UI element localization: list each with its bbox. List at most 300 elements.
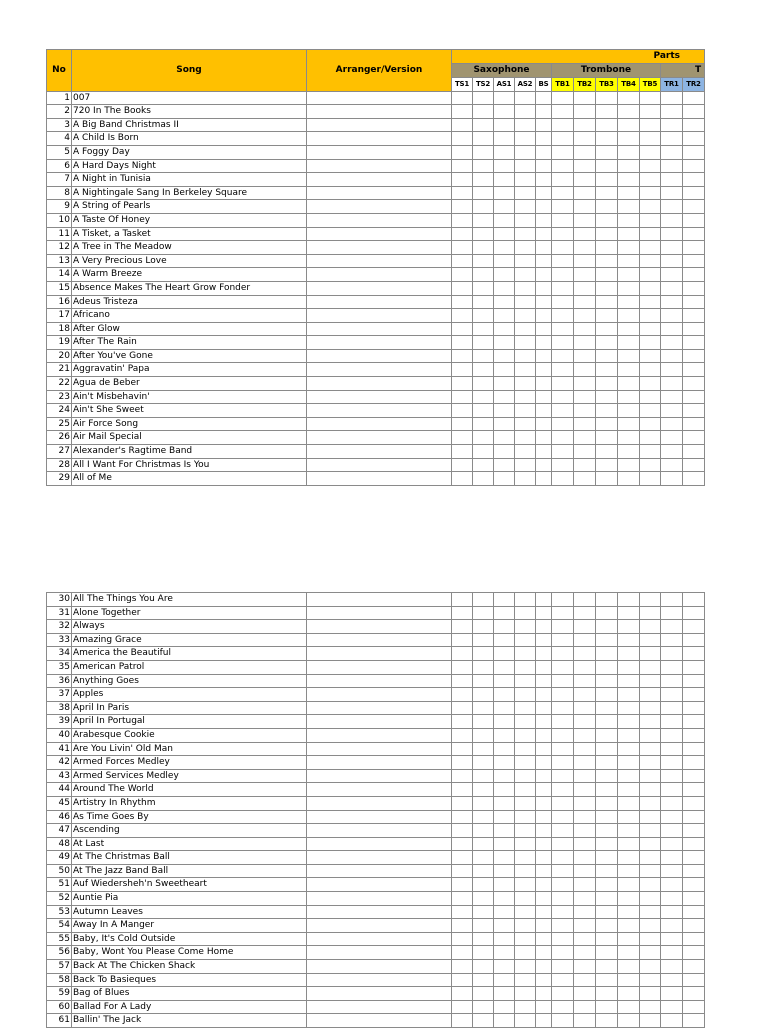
row-number-cell[interactable]: 22: [47, 377, 72, 391]
part-cell-ts2[interactable]: [473, 905, 494, 919]
part-cell-tb4[interactable]: [618, 159, 640, 173]
part-cell-tr1[interactable]: [661, 905, 683, 919]
arranger-cell[interactable]: [307, 633, 452, 647]
part-cell-tb1[interactable]: [552, 281, 574, 295]
part-cell-ts2[interactable]: [473, 864, 494, 878]
song-title-cell[interactable]: A Very Precious Love: [72, 254, 307, 268]
part-cell-as1[interactable]: [494, 824, 515, 838]
part-cell-ts1[interactable]: [452, 322, 473, 336]
row-number-cell[interactable]: 38: [47, 701, 72, 715]
part-cell-as1[interactable]: [494, 851, 515, 865]
song-title-cell[interactable]: Artistry In Rhythm: [72, 796, 307, 810]
part-cell-ts1[interactable]: [452, 377, 473, 391]
part-cell-tb4[interactable]: [618, 200, 640, 214]
part-cell-tr1[interactable]: [661, 254, 683, 268]
part-cell-tb5[interactable]: [640, 363, 661, 377]
part-cell-ts2[interactable]: [473, 932, 494, 946]
part-cell-tb3[interactable]: [596, 241, 618, 255]
part-cell-bs[interactable]: [536, 620, 552, 634]
part-cell-as2[interactable]: [515, 417, 536, 431]
part-cell-ts2[interactable]: [473, 647, 494, 661]
part-cell-ts2[interactable]: [473, 633, 494, 647]
row-number-cell[interactable]: 15: [47, 281, 72, 295]
part-cell-as1[interactable]: [494, 742, 515, 756]
table-row[interactable]: [47, 336, 705, 350]
part-cell-ts1[interactable]: [452, 472, 473, 486]
part-cell-bs[interactable]: [536, 404, 552, 418]
group-header-saxophone[interactable]: Saxophone: [452, 63, 552, 77]
part-cell-as1[interactable]: [494, 186, 515, 200]
part-cell-as2[interactable]: [515, 796, 536, 810]
part-cell-tb4[interactable]: [618, 431, 640, 445]
table-row[interactable]: [47, 309, 705, 323]
part-cell-as1[interactable]: [494, 620, 515, 634]
song-title-cell[interactable]: A Nightingale Sang In Berkeley Square: [72, 186, 307, 200]
part-cell-tr1[interactable]: [661, 606, 683, 620]
table-row[interactable]: [47, 783, 705, 797]
song-title-cell[interactable]: Air Force Song: [72, 417, 307, 431]
table-row[interactable]: [47, 295, 705, 309]
table-row[interactable]: [47, 1000, 705, 1014]
arranger-cell[interactable]: [307, 213, 452, 227]
song-title-cell[interactable]: At Last: [72, 837, 307, 851]
arranger-cell[interactable]: [307, 322, 452, 336]
part-cell-ts2[interactable]: [473, 322, 494, 336]
part-cell-ts2[interactable]: [473, 946, 494, 960]
part-cell-ts2[interactable]: [473, 349, 494, 363]
part-cell-tb5[interactable]: [640, 200, 661, 214]
part-cell-tb5[interactable]: [640, 701, 661, 715]
part-cell-tr1[interactable]: [661, 660, 683, 674]
part-cell-tb5[interactable]: [640, 864, 661, 878]
part-cell-bs[interactable]: [536, 458, 552, 472]
part-cell-as1[interactable]: [494, 241, 515, 255]
row-number-cell[interactable]: 21: [47, 363, 72, 377]
row-number-cell[interactable]: 7: [47, 173, 72, 187]
arranger-cell[interactable]: [307, 458, 452, 472]
row-number-cell[interactable]: 1: [47, 91, 72, 105]
table-row[interactable]: [47, 186, 705, 200]
part-cell-tb3[interactable]: [596, 851, 618, 865]
part-cell-tb1[interactable]: [552, 91, 574, 105]
part-cell-tb1[interactable]: [552, 132, 574, 146]
column-header-no[interactable]: No: [47, 50, 72, 92]
part-cell-tb2[interactable]: [574, 715, 596, 729]
part-cell-as1[interactable]: [494, 390, 515, 404]
part-cell-tb2[interactable]: [574, 472, 596, 486]
part-cell-tb3[interactable]: [596, 458, 618, 472]
part-cell-tb3[interactable]: [596, 417, 618, 431]
part-cell-as2[interactable]: [515, 390, 536, 404]
arranger-cell[interactable]: [307, 91, 452, 105]
part-cell-tb4[interactable]: [618, 878, 640, 892]
part-cell-ts2[interactable]: [473, 417, 494, 431]
part-cell-tb5[interactable]: [640, 674, 661, 688]
part-cell-tr2[interactable]: [683, 159, 705, 173]
part-header-as1[interactable]: AS1: [494, 77, 515, 91]
part-cell-tb5[interactable]: [640, 715, 661, 729]
part-cell-tb2[interactable]: [574, 227, 596, 241]
arranger-cell[interactable]: [307, 824, 452, 838]
part-cell-tr2[interactable]: [683, 445, 705, 459]
part-cell-bs[interactable]: [536, 472, 552, 486]
part-cell-ts1[interactable]: [452, 688, 473, 702]
part-cell-bs[interactable]: [536, 186, 552, 200]
part-cell-tb3[interactable]: [596, 728, 618, 742]
part-cell-tb4[interactable]: [618, 472, 640, 486]
part-cell-ts2[interactable]: [473, 118, 494, 132]
row-number-cell[interactable]: 45: [47, 796, 72, 810]
part-cell-ts1[interactable]: [452, 336, 473, 350]
part-cell-tb1[interactable]: [552, 349, 574, 363]
part-cell-bs[interactable]: [536, 892, 552, 906]
part-cell-tr1[interactable]: [661, 390, 683, 404]
part-cell-ts1[interactable]: [452, 728, 473, 742]
part-cell-tr1[interactable]: [661, 213, 683, 227]
part-cell-tb1[interactable]: [552, 756, 574, 770]
part-cell-tb5[interactable]: [640, 445, 661, 459]
part-cell-bs[interactable]: [536, 295, 552, 309]
part-cell-tb5[interactable]: [640, 295, 661, 309]
part-cell-ts1[interactable]: [452, 390, 473, 404]
part-cell-tb5[interactable]: [640, 349, 661, 363]
table-row[interactable]: [47, 946, 705, 960]
part-cell-tb3[interactable]: [596, 946, 618, 960]
part-cell-tb2[interactable]: [574, 1000, 596, 1014]
part-cell-ts1[interactable]: [452, 946, 473, 960]
part-cell-tb5[interactable]: [640, 322, 661, 336]
part-cell-ts2[interactable]: [473, 851, 494, 865]
arranger-cell[interactable]: [307, 783, 452, 797]
part-cell-tb2[interactable]: [574, 742, 596, 756]
part-cell-tb2[interactable]: [574, 295, 596, 309]
part-cell-tb3[interactable]: [596, 1014, 618, 1028]
part-cell-ts1[interactable]: [452, 620, 473, 634]
arranger-cell[interactable]: [307, 390, 452, 404]
part-cell-bs[interactable]: [536, 905, 552, 919]
part-cell-tr1[interactable]: [661, 336, 683, 350]
part-cell-as2[interactable]: [515, 227, 536, 241]
arranger-cell[interactable]: [307, 377, 452, 391]
part-cell-tr2[interactable]: [683, 281, 705, 295]
part-header-ts2[interactable]: TS2: [473, 77, 494, 91]
part-cell-as1[interactable]: [494, 919, 515, 933]
part-cell-ts1[interactable]: [452, 606, 473, 620]
part-cell-tr1[interactable]: [661, 472, 683, 486]
row-number-cell[interactable]: 56: [47, 946, 72, 960]
part-cell-tb1[interactable]: [552, 295, 574, 309]
part-cell-ts1[interactable]: [452, 932, 473, 946]
row-number-cell[interactable]: 12: [47, 241, 72, 255]
part-cell-ts1[interactable]: [452, 919, 473, 933]
song-title-cell[interactable]: Air Mail Special: [72, 431, 307, 445]
row-number-cell[interactable]: 36: [47, 674, 72, 688]
part-cell-bs[interactable]: [536, 960, 552, 974]
part-cell-bs[interactable]: [536, 417, 552, 431]
song-title-cell[interactable]: At The Christmas Ball: [72, 851, 307, 865]
part-cell-tb3[interactable]: [596, 960, 618, 974]
part-cell-bs[interactable]: [536, 919, 552, 933]
part-cell-tr2[interactable]: [683, 715, 705, 729]
part-cell-ts2[interactable]: [473, 132, 494, 146]
part-cell-ts2[interactable]: [473, 919, 494, 933]
song-title-cell[interactable]: As Time Goes By: [72, 810, 307, 824]
song-title-cell[interactable]: Are You Livin' Old Man: [72, 742, 307, 756]
part-cell-tb5[interactable]: [640, 647, 661, 661]
part-cell-ts2[interactable]: [473, 810, 494, 824]
part-cell-tr2[interactable]: [683, 783, 705, 797]
part-cell-tb5[interactable]: [640, 336, 661, 350]
table-row[interactable]: [47, 268, 705, 282]
part-cell-ts1[interactable]: [452, 363, 473, 377]
part-cell-tb1[interactable]: [552, 145, 574, 159]
part-cell-tb3[interactable]: [596, 91, 618, 105]
row-number-cell[interactable]: 4: [47, 132, 72, 146]
part-cell-tr2[interactable]: [683, 417, 705, 431]
part-cell-ts1[interactable]: [452, 91, 473, 105]
part-cell-bs[interactable]: [536, 946, 552, 960]
part-cell-tb3[interactable]: [596, 404, 618, 418]
part-cell-tb1[interactable]: [552, 200, 574, 214]
part-cell-tr2[interactable]: [683, 458, 705, 472]
part-cell-tb3[interactable]: [596, 973, 618, 987]
part-cell-tb5[interactable]: [640, 132, 661, 146]
part-cell-tb5[interactable]: [640, 227, 661, 241]
column-header-song[interactable]: Song: [72, 50, 307, 92]
part-cell-tb2[interactable]: [574, 756, 596, 770]
row-number-cell[interactable]: 30: [47, 593, 72, 607]
part-cell-bs[interactable]: [536, 660, 552, 674]
song-title-cell[interactable]: Ballin' The Jack: [72, 1014, 307, 1028]
part-cell-tr1[interactable]: [661, 1014, 683, 1028]
part-cell-tb4[interactable]: [618, 783, 640, 797]
part-cell-tr1[interactable]: [661, 445, 683, 459]
part-cell-ts1[interactable]: [452, 241, 473, 255]
part-cell-bs[interactable]: [536, 213, 552, 227]
part-cell-ts2[interactable]: [473, 105, 494, 119]
part-header-tr1[interactable]: TR1: [661, 77, 683, 91]
part-cell-tb2[interactable]: [574, 660, 596, 674]
part-cell-as1[interactable]: [494, 728, 515, 742]
part-cell-tb5[interactable]: [640, 756, 661, 770]
part-cell-as1[interactable]: [494, 837, 515, 851]
part-cell-tb5[interactable]: [640, 620, 661, 634]
part-cell-bs[interactable]: [536, 647, 552, 661]
part-cell-tb2[interactable]: [574, 254, 596, 268]
row-number-cell[interactable]: 43: [47, 769, 72, 783]
part-cell-tb3[interactable]: [596, 796, 618, 810]
part-cell-tb4[interactable]: [618, 309, 640, 323]
part-cell-tr1[interactable]: [661, 715, 683, 729]
song-title-cell[interactable]: April In Paris: [72, 701, 307, 715]
part-cell-tr2[interactable]: [683, 593, 705, 607]
part-cell-tb2[interactable]: [574, 837, 596, 851]
part-cell-tb1[interactable]: [552, 878, 574, 892]
row-number-cell[interactable]: 60: [47, 1000, 72, 1014]
part-cell-ts1[interactable]: [452, 742, 473, 756]
song-title-cell[interactable]: All The Things You Are: [72, 593, 307, 607]
arranger-cell[interactable]: [307, 892, 452, 906]
arranger-cell[interactable]: [307, 701, 452, 715]
part-cell-tb5[interactable]: [640, 118, 661, 132]
part-cell-tb2[interactable]: [574, 404, 596, 418]
part-cell-tb1[interactable]: [552, 973, 574, 987]
table-row[interactable]: [47, 742, 705, 756]
part-cell-tr1[interactable]: [661, 1000, 683, 1014]
part-header-bs[interactable]: BS: [536, 77, 552, 91]
row-number-cell[interactable]: 44: [47, 783, 72, 797]
part-cell-tr1[interactable]: [661, 105, 683, 119]
part-cell-tr1[interactable]: [661, 186, 683, 200]
part-cell-as1[interactable]: [494, 593, 515, 607]
part-cell-as2[interactable]: [515, 363, 536, 377]
arranger-cell[interactable]: [307, 309, 452, 323]
part-header-tb5[interactable]: TB5: [640, 77, 661, 91]
part-cell-tr1[interactable]: [661, 363, 683, 377]
part-cell-as2[interactable]: [515, 322, 536, 336]
row-number-cell[interactable]: 27: [47, 445, 72, 459]
part-cell-tr1[interactable]: [661, 417, 683, 431]
arranger-cell[interactable]: [307, 1000, 452, 1014]
part-cell-as2[interactable]: [515, 973, 536, 987]
part-cell-tr1[interactable]: [661, 322, 683, 336]
part-cell-as2[interactable]: [515, 295, 536, 309]
song-title-cell[interactable]: Auntie Pia: [72, 892, 307, 906]
part-cell-as1[interactable]: [494, 91, 515, 105]
arranger-cell[interactable]: [307, 674, 452, 688]
part-cell-tb4[interactable]: [618, 919, 640, 933]
part-cell-ts2[interactable]: [473, 268, 494, 282]
part-cell-bs[interactable]: [536, 281, 552, 295]
row-number-cell[interactable]: 20: [47, 349, 72, 363]
part-cell-tr1[interactable]: [661, 742, 683, 756]
part-cell-as2[interactable]: [515, 404, 536, 418]
part-cell-as2[interactable]: [515, 960, 536, 974]
part-cell-ts2[interactable]: [473, 742, 494, 756]
arranger-cell[interactable]: [307, 715, 452, 729]
part-cell-bs[interactable]: [536, 363, 552, 377]
row-number-cell[interactable]: 25: [47, 417, 72, 431]
arranger-cell[interactable]: [307, 593, 452, 607]
part-cell-as2[interactable]: [515, 145, 536, 159]
part-cell-tb5[interactable]: [640, 688, 661, 702]
part-cell-tb5[interactable]: [640, 769, 661, 783]
song-title-cell[interactable]: 720 In The Books: [72, 105, 307, 119]
part-cell-tb3[interactable]: [596, 227, 618, 241]
part-cell-as1[interactable]: [494, 973, 515, 987]
arranger-cell[interactable]: [307, 851, 452, 865]
part-cell-tb4[interactable]: [618, 349, 640, 363]
part-cell-tr2[interactable]: [683, 756, 705, 770]
part-cell-tb3[interactable]: [596, 132, 618, 146]
arranger-cell[interactable]: [307, 363, 452, 377]
part-cell-bs[interactable]: [536, 241, 552, 255]
part-cell-ts2[interactable]: [473, 159, 494, 173]
table-row[interactable]: [47, 431, 705, 445]
table-row[interactable]: [47, 173, 705, 187]
part-cell-as1[interactable]: [494, 295, 515, 309]
part-cell-tr1[interactable]: [661, 824, 683, 838]
part-cell-tb5[interactable]: [640, 606, 661, 620]
song-title-cell[interactable]: American Patrol: [72, 660, 307, 674]
part-cell-tb1[interactable]: [552, 810, 574, 824]
part-cell-tr2[interactable]: [683, 322, 705, 336]
row-number-cell[interactable]: 29: [47, 472, 72, 486]
part-cell-tb5[interactable]: [640, 91, 661, 105]
part-cell-tb1[interactable]: [552, 363, 574, 377]
part-cell-tb1[interactable]: [552, 268, 574, 282]
part-cell-as1[interactable]: [494, 431, 515, 445]
part-cell-bs[interactable]: [536, 173, 552, 187]
part-cell-bs[interactable]: [536, 431, 552, 445]
table-row[interactable]: [47, 377, 705, 391]
part-cell-ts2[interactable]: [473, 186, 494, 200]
part-cell-tb3[interactable]: [596, 377, 618, 391]
part-cell-tb5[interactable]: [640, 946, 661, 960]
row-number-cell[interactable]: 35: [47, 660, 72, 674]
part-cell-tb1[interactable]: [552, 715, 574, 729]
table-row[interactable]: [47, 769, 705, 783]
part-cell-ts1[interactable]: [452, 851, 473, 865]
part-cell-tr1[interactable]: [661, 647, 683, 661]
part-cell-as2[interactable]: [515, 472, 536, 486]
song-title-cell[interactable]: Agua de Beber: [72, 377, 307, 391]
part-cell-tb3[interactable]: [596, 281, 618, 295]
part-cell-tb4[interactable]: [618, 404, 640, 418]
part-cell-ts2[interactable]: [473, 824, 494, 838]
song-title-cell[interactable]: 007: [72, 91, 307, 105]
part-cell-tb5[interactable]: [640, 1000, 661, 1014]
table-row[interactable]: [47, 417, 705, 431]
song-title-cell[interactable]: Alexander's Ragtime Band: [72, 445, 307, 459]
part-cell-bs[interactable]: [536, 91, 552, 105]
row-number-cell[interactable]: 13: [47, 254, 72, 268]
arranger-cell[interactable]: [307, 946, 452, 960]
arranger-cell[interactable]: [307, 173, 452, 187]
part-cell-tb2[interactable]: [574, 336, 596, 350]
song-title-cell[interactable]: Away In A Manger: [72, 919, 307, 933]
part-cell-ts2[interactable]: [473, 756, 494, 770]
part-cell-ts1[interactable]: [452, 431, 473, 445]
part-cell-tr2[interactable]: [683, 145, 705, 159]
part-cell-tb1[interactable]: [552, 960, 574, 974]
part-cell-ts2[interactable]: [473, 715, 494, 729]
part-cell-tb5[interactable]: [640, 783, 661, 797]
part-cell-tb1[interactable]: [552, 159, 574, 173]
part-cell-tb3[interactable]: [596, 987, 618, 1001]
part-cell-tb1[interactable]: [552, 593, 574, 607]
arranger-cell[interactable]: [307, 105, 452, 119]
part-cell-tr2[interactable]: [683, 824, 705, 838]
part-header-tb3[interactable]: TB3: [596, 77, 618, 91]
arranger-cell[interactable]: [307, 132, 452, 146]
part-cell-tb1[interactable]: [552, 647, 574, 661]
part-cell-bs[interactable]: [536, 728, 552, 742]
part-cell-tr2[interactable]: [683, 309, 705, 323]
part-header-tb4[interactable]: TB4: [618, 77, 640, 91]
part-cell-tb2[interactable]: [574, 593, 596, 607]
part-cell-as2[interactable]: [515, 987, 536, 1001]
part-cell-as1[interactable]: [494, 404, 515, 418]
part-cell-tr2[interactable]: [683, 254, 705, 268]
part-cell-as2[interactable]: [515, 701, 536, 715]
part-cell-ts2[interactable]: [473, 295, 494, 309]
part-cell-as1[interactable]: [494, 458, 515, 472]
part-cell-tb2[interactable]: [574, 824, 596, 838]
part-cell-ts2[interactable]: [473, 674, 494, 688]
part-cell-bs[interactable]: [536, 377, 552, 391]
part-cell-tb4[interactable]: [618, 254, 640, 268]
